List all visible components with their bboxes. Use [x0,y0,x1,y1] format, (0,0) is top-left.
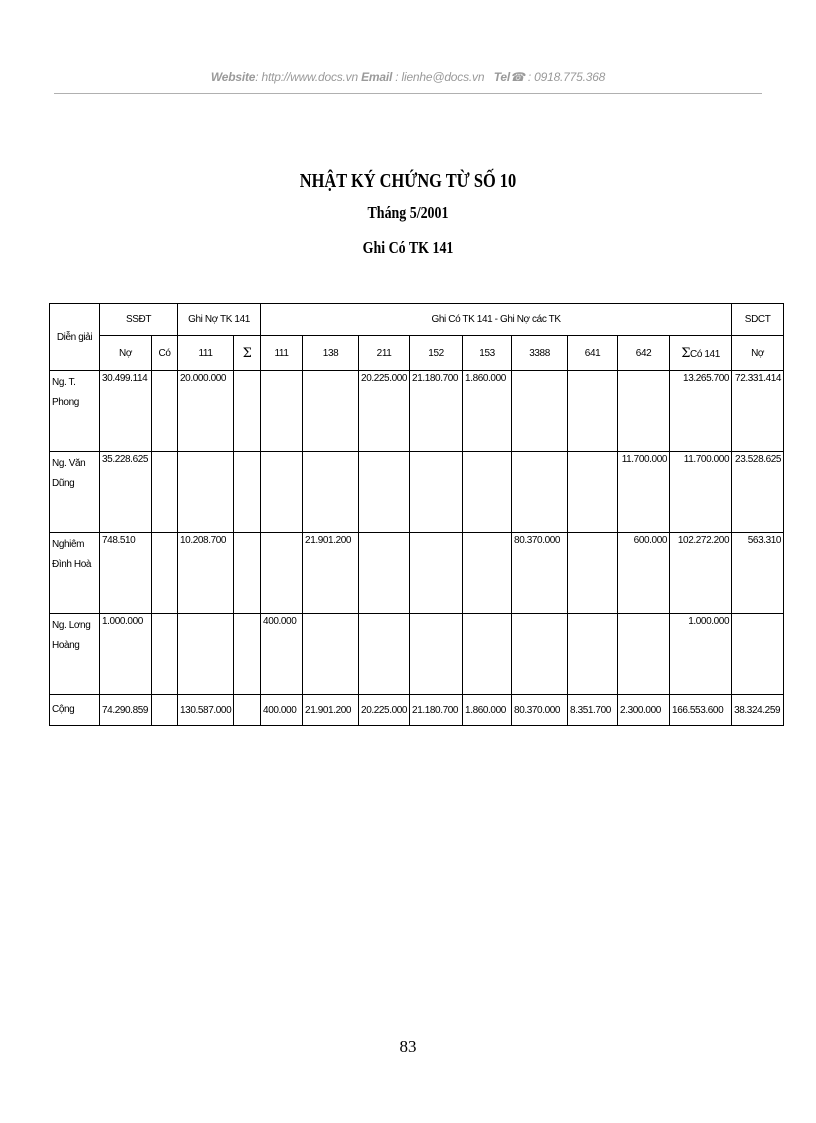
table-cell [261,371,303,452]
table-cell [152,533,178,614]
header-dien-giai: Diễn giải [50,304,100,371]
table-cell: 11.700.000 [670,452,732,533]
table-cell: 80.370.000 [512,695,568,726]
table-cell [618,371,670,452]
table-cell: 38.324.259 [732,695,784,726]
table-cell: 8.351.700 [568,695,618,726]
table-cell: 21.901.200 [303,533,359,614]
sub-header-cell: 642 [618,336,670,371]
table-cell [234,533,261,614]
table-cell [410,452,463,533]
table-cell [303,452,359,533]
table-cell [234,371,261,452]
table-cell: 563.310 [732,533,784,614]
table-cell: 130.587.000 [178,695,234,726]
table-cell [512,452,568,533]
table-cell [463,452,512,533]
table-cell [410,533,463,614]
table-cell: 20.000.000 [178,371,234,452]
table-cell [732,614,784,695]
sub-header-cell: ΣCó 141 [670,336,732,371]
page-header [0,70,816,84]
table-row [50,452,784,533]
table-cell: 20.225.000 [359,695,410,726]
sub-header-row [50,336,784,371]
table-cell [463,533,512,614]
table-cell [152,371,178,452]
table-cell [152,614,178,695]
table-cell [568,533,618,614]
header-divider [54,93,762,94]
table-cell: 166.553.600 [670,695,732,726]
table-cell [234,452,261,533]
table-cell: 10.208.700 [178,533,234,614]
table-cell [568,452,618,533]
table-cell [512,614,568,695]
table-cell: 748.510 [100,533,152,614]
table-cell: 102.272.200 [670,533,732,614]
sub-header-cell: 111 [261,336,303,371]
website-label: Website [210,70,256,84]
website-value: : http://www.docs.vn [255,70,358,84]
email-label: Email [361,70,393,84]
table-cell [303,371,359,452]
table-row [50,371,784,452]
table-cell [152,452,178,533]
table-cell: 21.180.700 [410,695,463,726]
document-period: Tháng 5/2001 [367,203,449,222]
document-subtitle: Ghi Có TK 141 [362,238,454,257]
header-ghi-co: Ghi Có TK 141 - Ghi Nợ các TK [261,304,732,336]
table-row [50,614,784,695]
tel-value: ☎ : 0918.775.368 [510,70,606,84]
sub-header-cell: 153 [463,336,512,371]
sub-header-cell: 138 [303,336,359,371]
sub-header-cell: Nợ [732,336,784,371]
sub-header-cell: 3388 [512,336,568,371]
email-value: : lienhe@docs.vn [392,70,485,84]
table-cell: 11.700.000 [618,452,670,533]
table-cell: 1.860.000 [463,371,512,452]
header-ghi-no: Ghi Nợ TK 141 [178,304,261,336]
table-cell: 1.860.000 [463,695,512,726]
table-row [50,533,784,614]
table-cell [234,695,261,726]
table-cell [359,533,410,614]
table-cell: 21.901.200 [303,695,359,726]
table-cell: 23.528.625 [732,452,784,533]
sub-header-cell: 211 [359,336,410,371]
tel-label: Tel [493,70,510,84]
table-cell [463,614,512,695]
document-title: NHẬT KÝ CHỨNG TỪ SỐ 10 [299,170,517,192]
table-cell [359,452,410,533]
sub-header-cell: 641 [568,336,618,371]
row-description: Nghiêm Đình Hoà [50,533,100,614]
table-cell: 74.290.859 [100,695,152,726]
table-cell [410,614,463,695]
header-ssdt: SSĐT [100,304,178,336]
table-cell [261,452,303,533]
table-cell: 72.331.414 [732,371,784,452]
table-cell [152,695,178,726]
table-cell [359,614,410,695]
row-description: Ng. T. Phong [50,371,100,452]
table-cell: 2.300.000 [618,695,670,726]
sub-header-cell: 152 [410,336,463,371]
table-cell: 21.180.700 [410,371,463,452]
sub-header-cell: Nợ [100,336,152,371]
group-header-row [50,304,784,336]
table-cell [178,452,234,533]
table-body [50,371,784,726]
table-cell: 1.000.000 [670,614,732,695]
table-cell [234,614,261,695]
header-sdct: SDCT [732,304,784,336]
table-cell: 400.000 [261,614,303,695]
row-description: Ng. Lơng Hoàng [50,614,100,695]
table-cell: 400.000 [261,695,303,726]
sub-header-cell: Có [152,336,178,371]
table-cell [178,614,234,695]
table-cell [568,371,618,452]
table-cell: 35.228.625 [100,452,152,533]
table-cell: 20.225.000 [359,371,410,452]
table-cell [261,533,303,614]
table-cell [618,614,670,695]
table-cell [568,614,618,695]
table-cell: 13.265.700 [670,371,732,452]
page-number: 83 [399,1037,417,1056]
table-cell [512,371,568,452]
total-row [50,695,784,726]
ledger-table [49,303,784,726]
table-cell: 1.000.000 [100,614,152,695]
row-description: Ng. Văn Dũng [50,452,100,533]
table-cell [303,614,359,695]
sub-header-cell: Σ [234,336,261,371]
table-cell: 30.499.114 [100,371,152,452]
table-cell: 80.370.000 [512,533,568,614]
sub-header-cell: 111 [178,336,234,371]
row-description: Cộng [50,695,100,726]
table-cell: 600.000 [618,533,670,614]
